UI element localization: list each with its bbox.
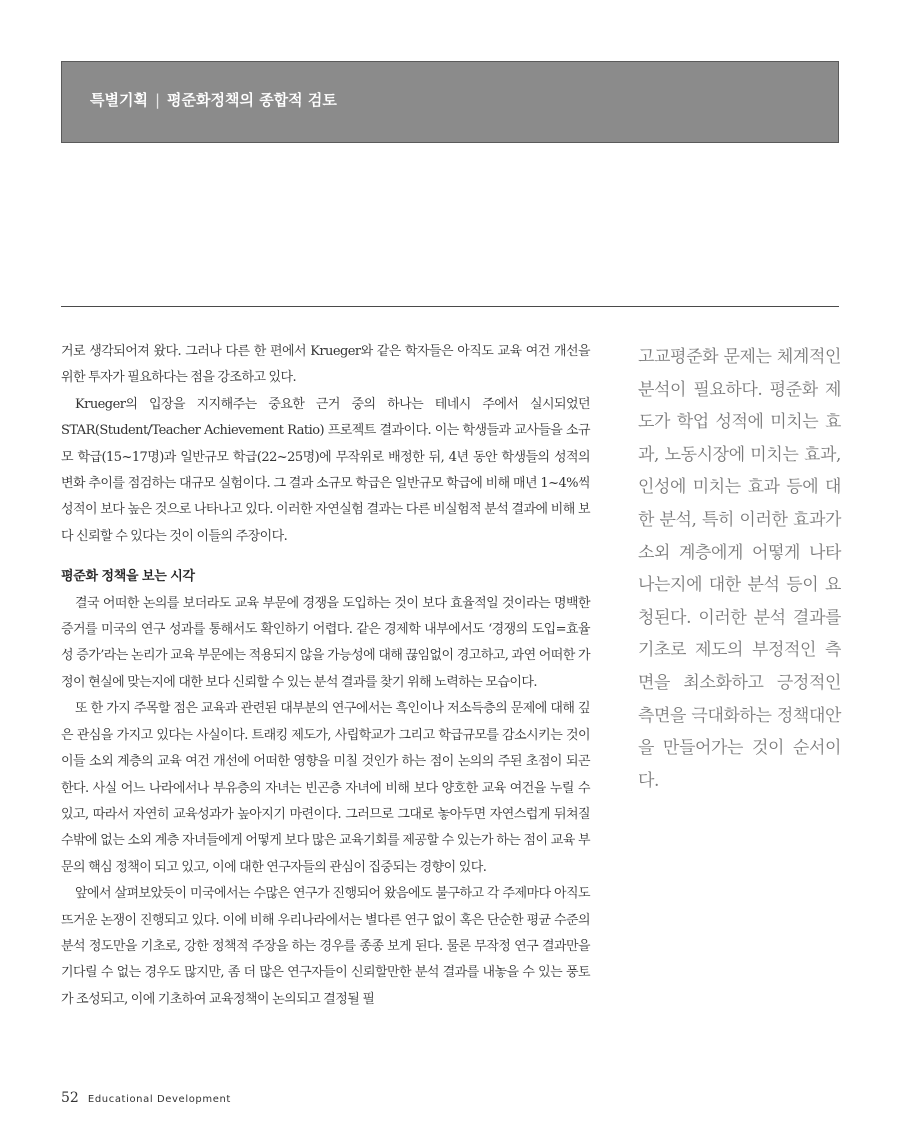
pull-quote: 고교평준화 문제는 체계적인 분석이 필요하다. 평준화 제도가 학업 성적에 미치는 효과, 노동시장에 미치는 효과, 인성에 미치는 효과 등에 대한 분석, 특히 이러한 효과가 소외 계층에게 어떻게 나타나는지에 대한 분석 등이 요청된다. 이러한 분석 결과를 기초로 제도의 부정적인 측면을 최소화하고 긍정적인 측면을 극대화하는 정책대안을 만들어가는 것이 순서이다.	[638, 347, 841, 791]
section-header	[90, 89, 337, 110]
page-footer	[61, 1087, 231, 1106]
paragraph: 결국 어떠한 논의를 보더라도 교육 부문에 경쟁을 도입하는 것이 보다 효율적일 것이라는 명백한 증거를 미국의 연구 성과를 통해서도 확인하기 어렵다. 같은 경제학 내부에서도 ‘경쟁의 도입=효율성 증가’라는 논리가 교육 부문에는 적용되지 않을 가능성에 대해 끊임없이 경고하고, 과연 어떠한 가정이 현실에 맞는지에 대한 보다 신뢰할 수 있는 분석 결과를 찾기 위해 노력하는 모습이다.	[61, 595, 590, 690]
page-number: 52	[61, 1090, 79, 1106]
section-heading: 평준화 정책을 보는 시각	[61, 569, 195, 585]
paragraph: Krueger의 입장을 지지해주는 중요한 근거 중의 하나는 테네시 주에서 실시되었던 STAR(Student/Teacher Achievement Ratio) 프로젝트 결과이다. 이는 학생들과 교사들을 소규모 학급(15~17명)과 일반규모 학급(22~25명)에 무작위로 배정한 뒤, 4년 동안 학생들의 성적의 변화 추이를 점검하는 대규모 실험이다. 그 결과 소규모 학급은 일반규모 학급에 비해 매년 1~4%씩 성적이 보다 높은 것으로 나타나고 있다. 이러한 자연실험 결과는 다른 비실험적 분석 결과에 비해 보다 신뢰할 수 있다는 것이 이들의 주장이다.	[61, 396, 590, 544]
article-body	[61, 339, 590, 1013]
horizontal-rule	[61, 306, 839, 307]
section-title: 평준화정책의 종합적 검토	[167, 91, 337, 109]
paragraph: 앞에서 살펴보았듯이 미국에서는 수많은 연구가 진행되어 왔음에도 불구하고 각 주제마다 아직도 뜨거운 논쟁이 진행되고 있다. 이에 비해 우리나라에서는 별다른 연구 없이 혹은 단순한 평균 수준의 분석 정도만을 기초로, 강한 정책적 주장을 하는 경우를 종종 보게 된다. 물론 무작정 연구 결과만을 기다릴 수 없는 경우도 많지만, 좀 더 많은 연구자들이 신뢰할만한 분석 결과를 내놓을 수 있는 풍토가 조성되고, 이에 기초하여 교육정책이 논의되고 결정될 필	[61, 886, 590, 1007]
header-separator: |	[154, 91, 161, 109]
publication-title: Educational Development	[87, 1094, 231, 1105]
section-label: 특별기획	[90, 91, 148, 109]
paragraph: 또 한 가지 주목할 점은 교육과 관련된 대부분의 연구에서는 흑인이나 저소득층의 문제에 대해 깊은 관심을 가지고 있다는 사실이다. 트래킹 제도가, 사립학교가 그리고 학급규모를 감소시키는 것이 이들 소외 계층의 교육 여건 개선에 어떠한 영향을 미칠 것인가 하는 점이 논의의 주된 초점이 되곤 한다. 사실 어느 나라에서나 부유층의 자녀는 빈곤층 자녀에 비해 보다 양호한 교육 여건을 누릴 수 있고, 따라서 자연히 교육성과가 높아지기 마련이다. 그러므로 그대로 놓아두면 자연스럽게 뒤쳐질 수밖에 없는 소외 계층 자녀들에게 어떻게 보다 많은 교육기회를 제공할 수 있는가 하는 점이 교육 부문의 핵심 정책이 되고 있고, 이에 대한 연구자들의 관심이 집중되는 경향이 있다.	[61, 701, 590, 875]
paragraph: 거로 생각되어져 왔다. 그러나 다른 한 편에서 Krueger와 같은 학자들은 아직도 교육 여건 개선을 위한 투자가 필요하다는 점을 강조하고 있다.	[61, 344, 590, 386]
section-header-band	[61, 61, 839, 143]
